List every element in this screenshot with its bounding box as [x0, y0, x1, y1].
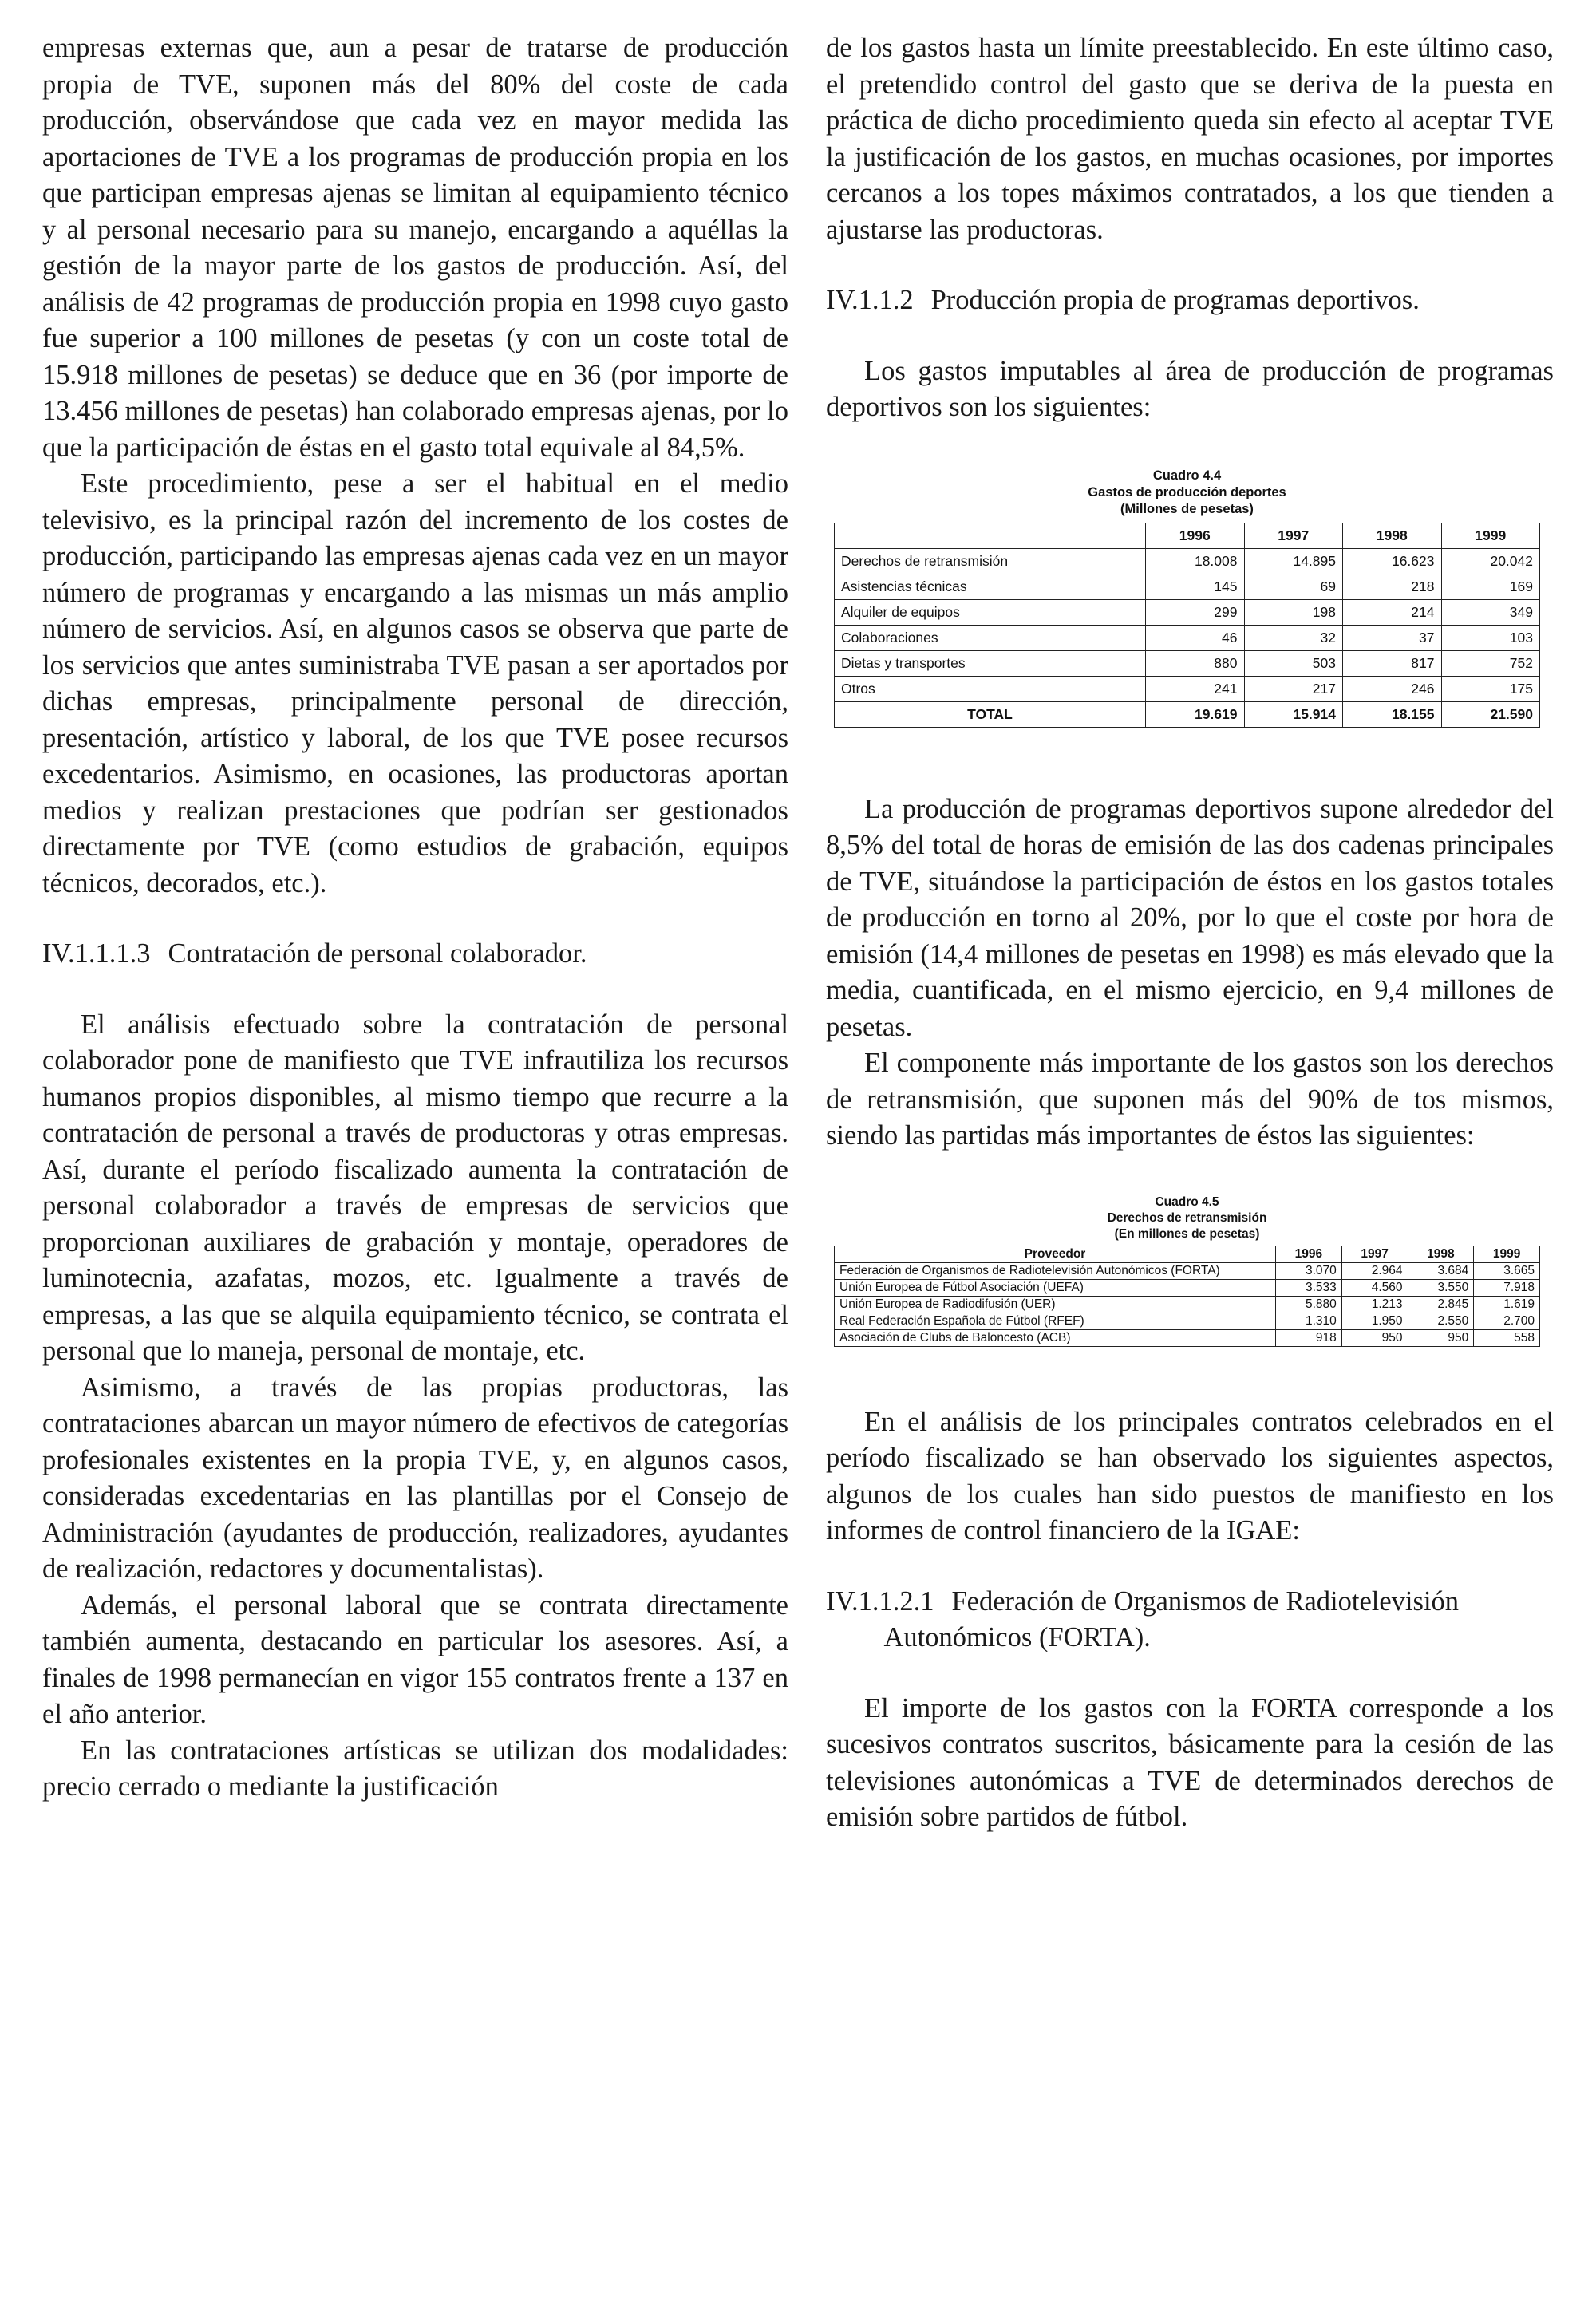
section-heading	[826, 282, 1554, 319]
table-cell: 2.550	[1408, 1313, 1474, 1329]
table-cell: 246	[1343, 676, 1442, 701]
table-cell: 299	[1146, 599, 1245, 625]
table-4-5	[834, 1246, 1540, 1347]
total-label: TOTAL	[835, 701, 1146, 727]
table-header-cell: 1998	[1343, 523, 1442, 548]
paragraph: Este procedimiento, pese a ser el habitual en el medio televisivo, es la principal razón del incremento de los costes de producción, participando las empresas ajenas cada vez en un mayor número de programas y encargando a las mismas un más amplio número de servicios. Así, en algunos casos se observa que parte de los servicios que antes suministraba TVE pasan a ser aportados por dichas empresas, principalmente personal de dirección, presentación, artístico y laboral, de los que TVE posee recursos excedentarios. Asimismo, en ocasiones, las productoras aportan medios y realizan prestaciones que podrían ser gestionados directamente por TVE (como estudios de grabación, equipos técnicos, decorados, etc.).	[42, 468, 788, 898]
table-row	[835, 1262, 1540, 1279]
table-cell: 20.042	[1441, 548, 1540, 574]
table-header-cell	[835, 523, 1146, 548]
table-cell: 16.623	[1343, 548, 1442, 574]
table-header-cell: 1996	[1146, 523, 1245, 548]
table-cell: 218	[1343, 574, 1442, 599]
row-label: Otros	[835, 676, 1146, 701]
table-cell: 1.213	[1341, 1296, 1408, 1313]
table-cell: 3.533	[1276, 1279, 1342, 1296]
table-caption-number: Cuadro 4.5	[1155, 1194, 1219, 1209]
section-number: IV.1.1.2	[826, 285, 914, 315]
row-label: Unión Europea de Radiodifusión (UER)	[835, 1296, 1276, 1313]
row-label: Federación de Organismos de Radiotelevisión Autonómicos (FORTA)	[835, 1262, 1276, 1279]
paragraph: Los gastos imputables al área de producción de programas deportivos son los siguientes:	[826, 355, 1554, 422]
table-cell: 15.914	[1244, 701, 1343, 727]
table-cell: 1.619	[1474, 1296, 1540, 1313]
table-header-cell: 1996	[1276, 1246, 1342, 1262]
table-cell: 214	[1343, 599, 1442, 625]
table-cell: 21.590	[1441, 701, 1540, 727]
row-label: Unión Europea de Fútbol Asociación (UEFA)	[835, 1279, 1276, 1296]
table-cell: 2.964	[1341, 1262, 1408, 1279]
table-cell: 3.665	[1474, 1262, 1540, 1279]
row-label: Derechos de retransmisión	[835, 548, 1146, 574]
paragraph: La producción de programas deportivos supone alrededor del 8,5% del total de horas de emisión de las dos cadenas principales de TVE, situándose la participación de éstos en los gastos totales de producción en torno al 20%, por lo que el coste por hora de emisión (14,4 millones de pesetas en 1998) es más elevado que la media, cuantificada, en el mismo ejercicio, en 9,4 millones de pesetas.	[826, 793, 1554, 1042]
paragraph: En las contrataciones artísticas se utilizan dos modalidades: precio cerrado o mediante la justificación	[42, 1735, 788, 1802]
table-cell: 46	[1146, 625, 1245, 650]
table-cell: 349	[1441, 599, 1540, 625]
table-row	[835, 1296, 1540, 1313]
table-row	[835, 548, 1540, 574]
table-cell: 7.918	[1474, 1279, 1540, 1296]
table-header-cell: Proveedor	[835, 1246, 1276, 1262]
row-label: Colaboraciones	[835, 625, 1146, 650]
table-row	[835, 1313, 1540, 1329]
paragraph: de los gastos hasta un límite preestablecido. En este último caso, el pretendido control del gasto que se deriva de la puesta en práctica de dicho procedimiento queda sin efecto al aceptar TVE la justificación de los gastos, en muchas ocasiones, por importes cercanos a los topes máximos contratados, a los que tienden a ajustarse las productoras.	[826, 33, 1554, 245]
table-cell: 5.880	[1276, 1296, 1342, 1313]
table-cell: 817	[1343, 650, 1442, 676]
table-cell: 880	[1146, 650, 1245, 676]
table-cell: 3.070	[1276, 1262, 1342, 1279]
table-cell: 217	[1244, 676, 1343, 701]
table-cell: 3.550	[1408, 1279, 1474, 1296]
row-label: Dietas y transportes	[835, 650, 1146, 676]
table-cell: 1.950	[1341, 1313, 1408, 1329]
table-cell: 558	[1474, 1329, 1540, 1346]
table-cell: 918	[1276, 1329, 1342, 1346]
table-row	[835, 599, 1540, 625]
table-header-cell: 1999	[1474, 1246, 1540, 1262]
table-cell: 103	[1441, 625, 1540, 650]
row-label: Asistencias técnicas	[835, 574, 1146, 599]
table-cell: 503	[1244, 650, 1343, 676]
table-cell: 241	[1146, 676, 1245, 701]
row-label: Real Federación Española de Fútbol (RFEF)	[835, 1313, 1276, 1329]
paragraph: El componente más importante de los gastos son los derechos de retransmisión, que suponen más del 90% de tos mismos, siendo las partidas más importantes de éstos las siguientes:	[826, 1048, 1554, 1151]
table-cell: 32	[1244, 625, 1343, 650]
table-cell: 18.008	[1146, 548, 1245, 574]
table-header-row	[835, 1246, 1540, 1262]
table-header-cell: 1997	[1244, 523, 1343, 548]
section-title: Contratación de personal colaborador.	[168, 938, 587, 969]
table-cell: 198	[1244, 599, 1343, 625]
right-column	[826, 30, 1554, 1836]
paragraph: empresas externas que, aun a pesar de tratarse de producción propia de TVE, suponen más del 80% del coste de cada producción, observándose que cada vez en mayor medida las aportaciones de TVE a los programas de producción propia en los que participan empresas ajenas se limitan al equipamiento técnico y al personal necesario para su manejo, encargando a aquéllas la gestión de la mayor parte de los gastos de producción. Así, del análisis de 42 programas de producción propia en 1998 cuyo gasto fue superior a 100 millones de pesetas (y con un coste total de 15.918 millones de pesetas) se deduce que en 36 (por importe de 13.456 millones de pesetas) han colaborado empresas ajenas, por lo que la participación de éstas en el gasto total equivale al 84,5%.	[42, 33, 788, 463]
table-block-4-5	[834, 1194, 1540, 1347]
table-cell: 169	[1441, 574, 1540, 599]
table-row	[835, 676, 1540, 701]
table-caption-units: (Millones de pesetas)	[1120, 501, 1254, 516]
table-row	[835, 625, 1540, 650]
paragraph: En el análisis de los principales contratos celebrados en el período fiscalizado se han observado los siguientes aspectos, algunos de los cuales han sido puestos de manifiesto en los informes de control financiero de la IGAE:	[826, 1406, 1554, 1546]
paragraph: El importe de los gastos con la FORTA corresponde a los sucesivos contratos suscritos, básicamente para la cesión de las televisiones autonómicas a TVE de determinados derechos de emisión sobre partidos de fútbol.	[826, 1692, 1554, 1832]
table-caption-title: Gastos de producción deportes	[1088, 484, 1286, 499]
table-row	[835, 574, 1540, 599]
table-header-cell: 1997	[1341, 1246, 1408, 1262]
table-cell: 69	[1244, 574, 1343, 599]
table-row	[835, 650, 1540, 676]
table-header-cell: 1998	[1408, 1246, 1474, 1262]
table-cell: 37	[1343, 625, 1442, 650]
table-cell: 950	[1408, 1329, 1474, 1346]
table-header-cell: 1999	[1441, 523, 1540, 548]
left-column	[42, 30, 788, 1806]
table-cell: 2.845	[1408, 1296, 1474, 1313]
section-title: Federación de Organismos de Radiotelevisión Autonómicos (FORTA).	[883, 1585, 1460, 1652]
section-heading	[826, 1584, 1554, 1656]
table-cell: 950	[1341, 1329, 1408, 1346]
table-cell: 19.619	[1146, 701, 1245, 727]
table-caption-title: Derechos de retransmisión	[1107, 1210, 1267, 1225]
table-4-4	[834, 523, 1540, 728]
paragraph: Además, el personal laboral que se contrata directamente también aumenta, destacando en particular los asesores. Así, a finales de 1998 permanecían en vigor 155 contratos frente a 137 en el año anterior.	[42, 1589, 788, 1729]
row-label: Asociación de Clubs de Baloncesto (ACB)	[835, 1329, 1276, 1346]
table-header-row	[835, 523, 1540, 548]
table-cell: 14.895	[1244, 548, 1343, 574]
table-cell: 145	[1146, 574, 1245, 599]
table-total-row	[835, 701, 1540, 727]
table-cell: 4.560	[1341, 1279, 1408, 1296]
table-cell: 18.155	[1343, 701, 1442, 727]
table-block-4-4	[834, 468, 1540, 728]
table-cell: 1.310	[1276, 1313, 1342, 1329]
section-number: IV.1.1.1.3	[42, 938, 151, 969]
paragraph: Asimismo, a través de las propias productoras, las contrataciones abarcan un mayor número de efectivos de categorías profesionales existentes en la propia TVE, y, en algunos casos, consideradas excedentarias en las plantillas por el Consejo de Administración (ayudantes de producción, realizadores, ayudantes de realización, redactores y documentalistas).	[42, 1372, 788, 1584]
section-title: Producción propia de programas deportivos.	[930, 285, 1420, 315]
table-cell: 2.700	[1474, 1313, 1540, 1329]
row-label: Alquiler de equipos	[835, 599, 1146, 625]
table-caption-number: Cuadro 4.4	[1152, 468, 1222, 483]
section-heading	[42, 936, 788, 973]
table-row	[835, 1329, 1540, 1346]
table-row	[835, 1279, 1540, 1296]
table-cell: 3.684	[1408, 1262, 1474, 1279]
table-caption-units: (En millones de pesetas)	[1114, 1226, 1260, 1241]
table-cell: 175	[1441, 676, 1540, 701]
paragraph: El análisis efectuado sobre la contratación de personal colaborador pone de manifiesto que TVE infrautiliza los recursos humanos propios disponibles, al mismo tiempo que recurre a la contratación de personal a través de productoras y otras empresas. Así, durante el período fiscalizado aumenta la contratación de personal colaborador a través de empresas de servicios que proporcionan auxiliares de grabación y montaje, operadores de luminotecnia, azafatas, mozos, etc. Igualmente a través de empresas, a las que se alquila equipamiento técnico, se contrata el personal que lo maneja, personal de montaje, etc.	[42, 1009, 788, 1366]
section-number: IV.1.1.2.1	[826, 1585, 934, 1617]
table-cell: 752	[1441, 650, 1540, 676]
